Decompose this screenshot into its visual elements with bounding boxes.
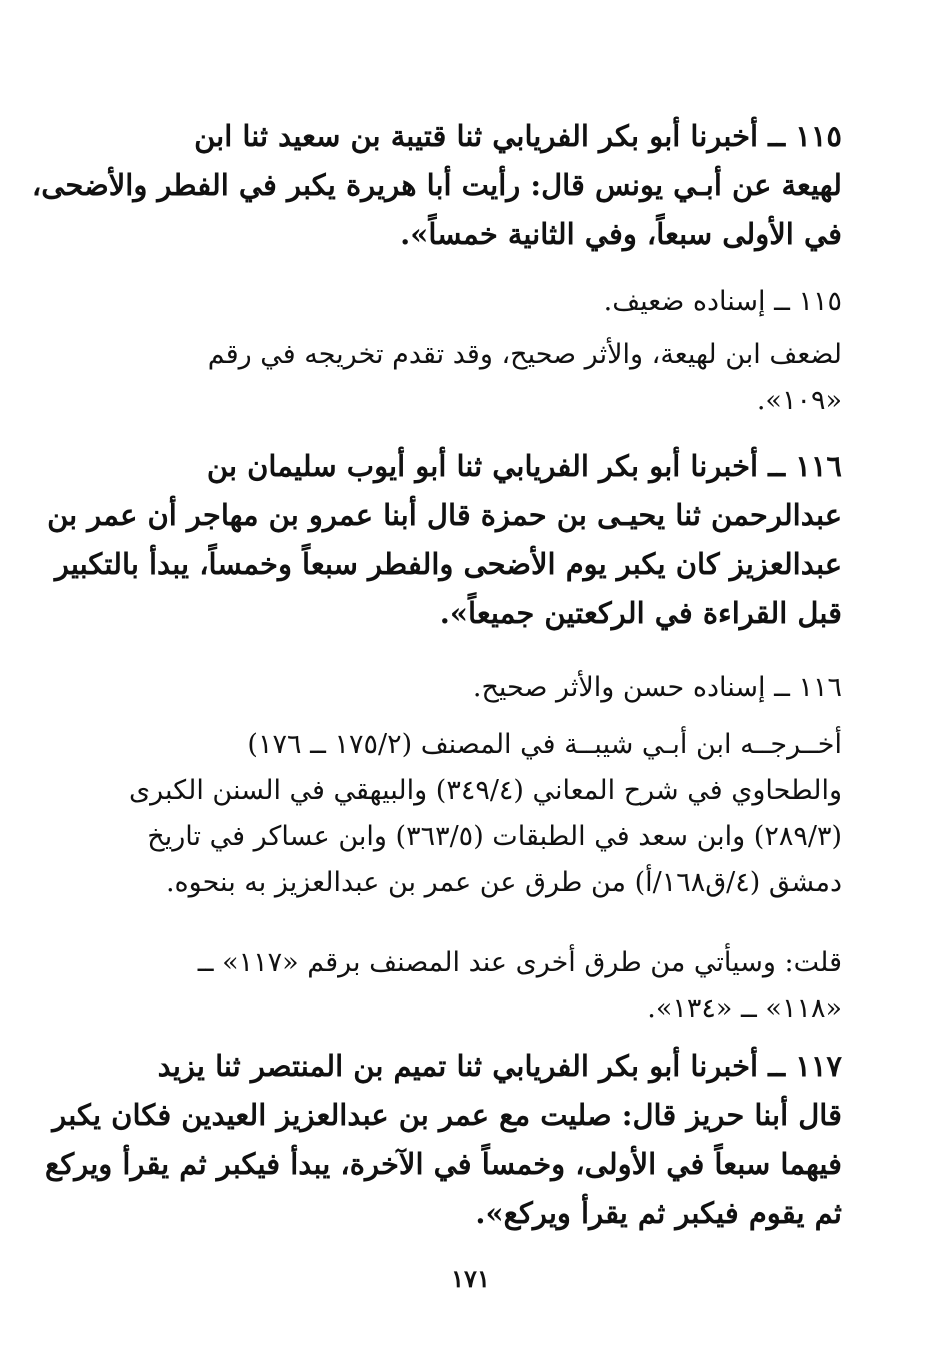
text-line: لضعف ابن لهيعة، والأثر صحيح، وقد تقدم تخريجه في رقم (207, 339, 842, 370)
note-115-body (130, 332, 842, 424)
text-line: ١١٦ ــ أخبرنا أبو بكر الفريابي ثنا أبو أيوب سليمان بن (206, 449, 842, 483)
note-115-heading (130, 279, 842, 325)
text-line: ١١٦ ــ إسناده حسن والأثر صحيح. (472, 672, 842, 703)
text-line: فيهما سبعاً في الأولى، وخمساً في الآخرة، يبدأ فيكبر ثم يقرأ ويركع (44, 1147, 842, 1181)
text-line: ثم يقوم فيكبر ثم يقرأ ويركع». (475, 1196, 842, 1230)
text-line: عبدالرحمن ثنا يحيـى بن حمزة قال أبنا عمرو بن مهاجر أن عمر بن (47, 498, 842, 532)
text-line: ١١٥ ــ إسناده ضعيف. (603, 286, 842, 317)
note-qult (130, 940, 842, 1032)
text-line: ١١٥ ــ أخبرنا أبو بكر الفريابي ثنا قتيبة بن سعيد ثنا ابن (194, 119, 842, 153)
text-line: ١١٧ ــ أخبرنا أبو بكر الفريابي ثنا تميم بن المنتصر ثنا يزيد (157, 1049, 842, 1083)
text-line: في الأولى سبعاً، وفي الثانية خمساً». (400, 217, 842, 251)
note-116-heading (130, 665, 842, 711)
text-line: أخــرجــه ابن أبـي شيبــة في المصنف (١٧٥/٢ ــ ١٧٦) (247, 729, 842, 760)
hadith-117-paragraph (44, 1042, 842, 1238)
text-line: «١١٨» ــ «١٣٤». (647, 993, 842, 1024)
text-line: لهيعة عن أبـي يونس قال: رأيت أبا هريرة يكبر في الفطر والأضحى، (31, 168, 842, 202)
text-line: قلت: وسيأتي من طرق أخرى عند المصنف برقم «١١٧» ــ (197, 947, 842, 978)
page-number: ١٧١ (451, 1264, 490, 1293)
text-line: دمشق (٤/ق١٦٨/أ) من طرق عن عمر بن عبدالعزيز به بنحوه. (165, 867, 842, 898)
note-116-body (130, 722, 842, 906)
text-line: عبدالعزيز كان يكبر يوم الأضحى والفطر سبعاً وخمساً، يبدأ بالتكبير (54, 547, 842, 581)
text-line: والطحاوي في شرح المعاني (٣٤٩/٤) والبيهقي في السنن الكبرى (129, 775, 842, 806)
text-line: قبل القراءة في الركعتين جميعاً». (439, 596, 842, 630)
hadith-115-paragraph (31, 112, 842, 259)
text-line: «١٠٩». (756, 385, 842, 416)
text-line: قال أبنا حريز قال: صليت مع عمر بن عبدالعزيز العيدين فكان يكبر (52, 1098, 842, 1132)
text-line: (٢٨٩/٣) وابن سعد في الطبقات (٣٦٣/٥) وابن عساكر في تاريخ (147, 821, 842, 852)
hadith-116-paragraph (47, 442, 842, 638)
